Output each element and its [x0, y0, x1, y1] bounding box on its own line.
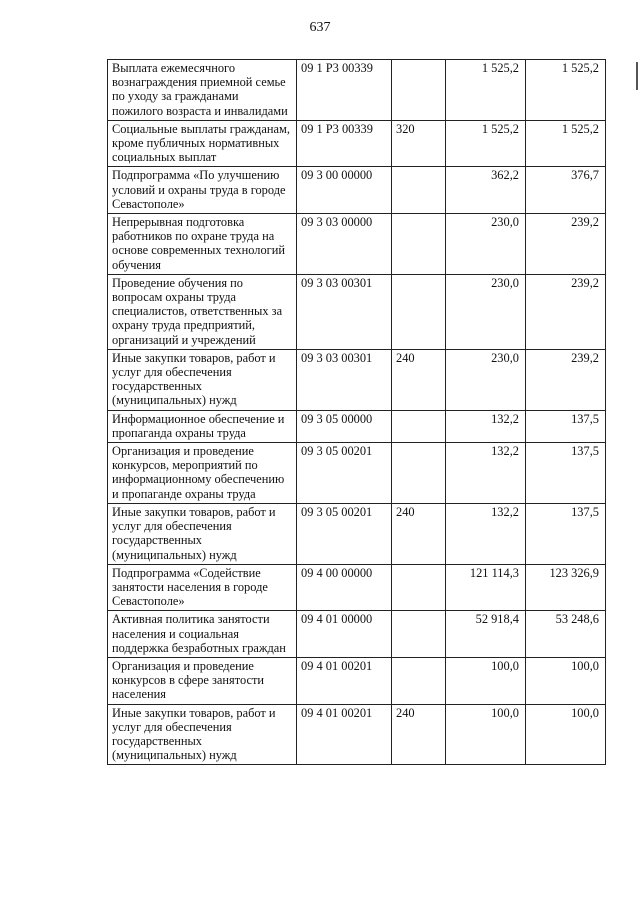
row-value-year1-cell: 100,0	[446, 704, 526, 765]
row-name-cell: Организация и проведение конкурсов, мероприятий по информационному обеспечению и пропаганде охраны труда	[108, 443, 297, 504]
row-code-cell: 09 3 03 00301	[297, 274, 392, 349]
table-row	[108, 274, 606, 349]
row-value-year1-cell: 230,0	[446, 274, 526, 349]
table-row	[108, 349, 606, 410]
row-code-cell: 09 1 Р3 00339	[297, 60, 392, 121]
row-name-cell: Организация и проведение конкурсов в сфере занятости населения	[108, 657, 297, 704]
row-value-year2-cell: 1 525,2	[526, 60, 606, 121]
row-code-cell: 09 3 03 00301	[297, 349, 392, 410]
row-expense-type-cell: 240	[392, 503, 446, 564]
row-value-year2-cell: 53 248,6	[526, 611, 606, 658]
row-name-cell: Иные закупки товаров, работ и услуг для обеспечения государственных (муниципальных) нужд	[108, 503, 297, 564]
row-value-year1-cell: 230,0	[446, 214, 526, 275]
row-expense-type-cell: 320	[392, 120, 446, 167]
row-value-year1-cell: 132,2	[446, 410, 526, 442]
row-code-cell: 09 4 01 00201	[297, 657, 392, 704]
row-code-cell: 09 3 05 00201	[297, 443, 392, 504]
table-row	[108, 704, 606, 765]
row-expense-type-cell: 240	[392, 704, 446, 765]
row-expense-type-cell	[392, 657, 446, 704]
row-code-cell: 09 3 05 00000	[297, 410, 392, 442]
row-value-year1-cell: 132,2	[446, 503, 526, 564]
row-value-year2-cell: 137,5	[526, 410, 606, 442]
row-value-year1-cell: 121 114,3	[446, 564, 526, 611]
table-row	[108, 443, 606, 504]
table-row	[108, 60, 606, 121]
row-value-year2-cell: 239,2	[526, 214, 606, 275]
row-name-cell: Подпрограмма «Содействие занятости населения в городе Севастополе»	[108, 564, 297, 611]
table-row	[108, 611, 606, 658]
row-expense-type-cell	[392, 274, 446, 349]
row-value-year1-cell: 362,2	[446, 167, 526, 214]
row-value-year2-cell: 376,7	[526, 167, 606, 214]
row-value-year2-cell: 100,0	[526, 704, 606, 765]
row-value-year2-cell: 100,0	[526, 657, 606, 704]
row-value-year2-cell: 239,2	[526, 349, 606, 410]
row-value-year2-cell: 123 326,9	[526, 564, 606, 611]
row-name-cell: Иные закупки товаров, работ и услуг для обеспечения государственных (муниципальных) нужд	[108, 349, 297, 410]
row-code-cell: 09 3 00 00000	[297, 167, 392, 214]
row-name-cell: Подпрограмма «По улучшению условий и охраны труда в городе Севастополе»	[108, 167, 297, 214]
row-expense-type-cell: 240	[392, 349, 446, 410]
table-row	[108, 167, 606, 214]
row-expense-type-cell	[392, 564, 446, 611]
row-value-year2-cell: 137,5	[526, 503, 606, 564]
budget-table	[107, 59, 606, 765]
row-value-year1-cell: 52 918,4	[446, 611, 526, 658]
row-name-cell: Активная политика занятости населения и социальная поддержка безработных граждан	[108, 611, 297, 658]
row-name-cell: Информационное обеспечение и пропаганда охраны труда	[108, 410, 297, 442]
row-name-cell: Непрерывная подготовка работников по охране труда на основе современных технологий обучения	[108, 214, 297, 275]
row-code-cell: 09 1 Р3 00339	[297, 120, 392, 167]
row-name-cell: Социальные выплаты гражданам, кроме публичных нормативных социальных выплат	[108, 120, 297, 167]
row-name-cell: Выплата ежемесячного вознаграждения приемной семье по уходу за гражданами пожилого возраста и инвалидами	[108, 60, 297, 121]
row-value-year2-cell: 239,2	[526, 274, 606, 349]
row-value-year1-cell: 132,2	[446, 443, 526, 504]
row-name-cell: Проведение обучения по вопросам охраны труда специалистов, ответственных за охрану труда предприятий, организаций и учреждений	[108, 274, 297, 349]
row-value-year2-cell: 1 525,2	[526, 120, 606, 167]
row-value-year1-cell: 1 525,2	[446, 120, 526, 167]
budget-table-container	[107, 59, 606, 765]
row-code-cell: 09 4 01 00201	[297, 704, 392, 765]
table-row	[108, 503, 606, 564]
table-row	[108, 120, 606, 167]
table-row	[108, 657, 606, 704]
table-row	[108, 564, 606, 611]
row-value-year1-cell: 230,0	[446, 349, 526, 410]
row-code-cell: 09 4 00 00000	[297, 564, 392, 611]
row-expense-type-cell	[392, 410, 446, 442]
budget-table-body	[108, 60, 606, 765]
row-code-cell: 09 3 03 00000	[297, 214, 392, 275]
page-number: 637	[309, 20, 331, 35]
row-name-cell: Иные закупки товаров, работ и услуг для обеспечения государственных (муниципальных) нужд	[108, 704, 297, 765]
table-row	[108, 410, 606, 442]
row-expense-type-cell	[392, 167, 446, 214]
row-expense-type-cell	[392, 214, 446, 275]
scan-edge-mark	[636, 62, 638, 90]
row-code-cell: 09 4 01 00000	[297, 611, 392, 658]
row-value-year2-cell: 137,5	[526, 443, 606, 504]
table-row	[108, 214, 606, 275]
row-value-year1-cell: 1 525,2	[446, 60, 526, 121]
row-code-cell: 09 3 05 00201	[297, 503, 392, 564]
row-expense-type-cell	[392, 60, 446, 121]
row-value-year1-cell: 100,0	[446, 657, 526, 704]
row-expense-type-cell	[392, 443, 446, 504]
row-expense-type-cell	[392, 611, 446, 658]
